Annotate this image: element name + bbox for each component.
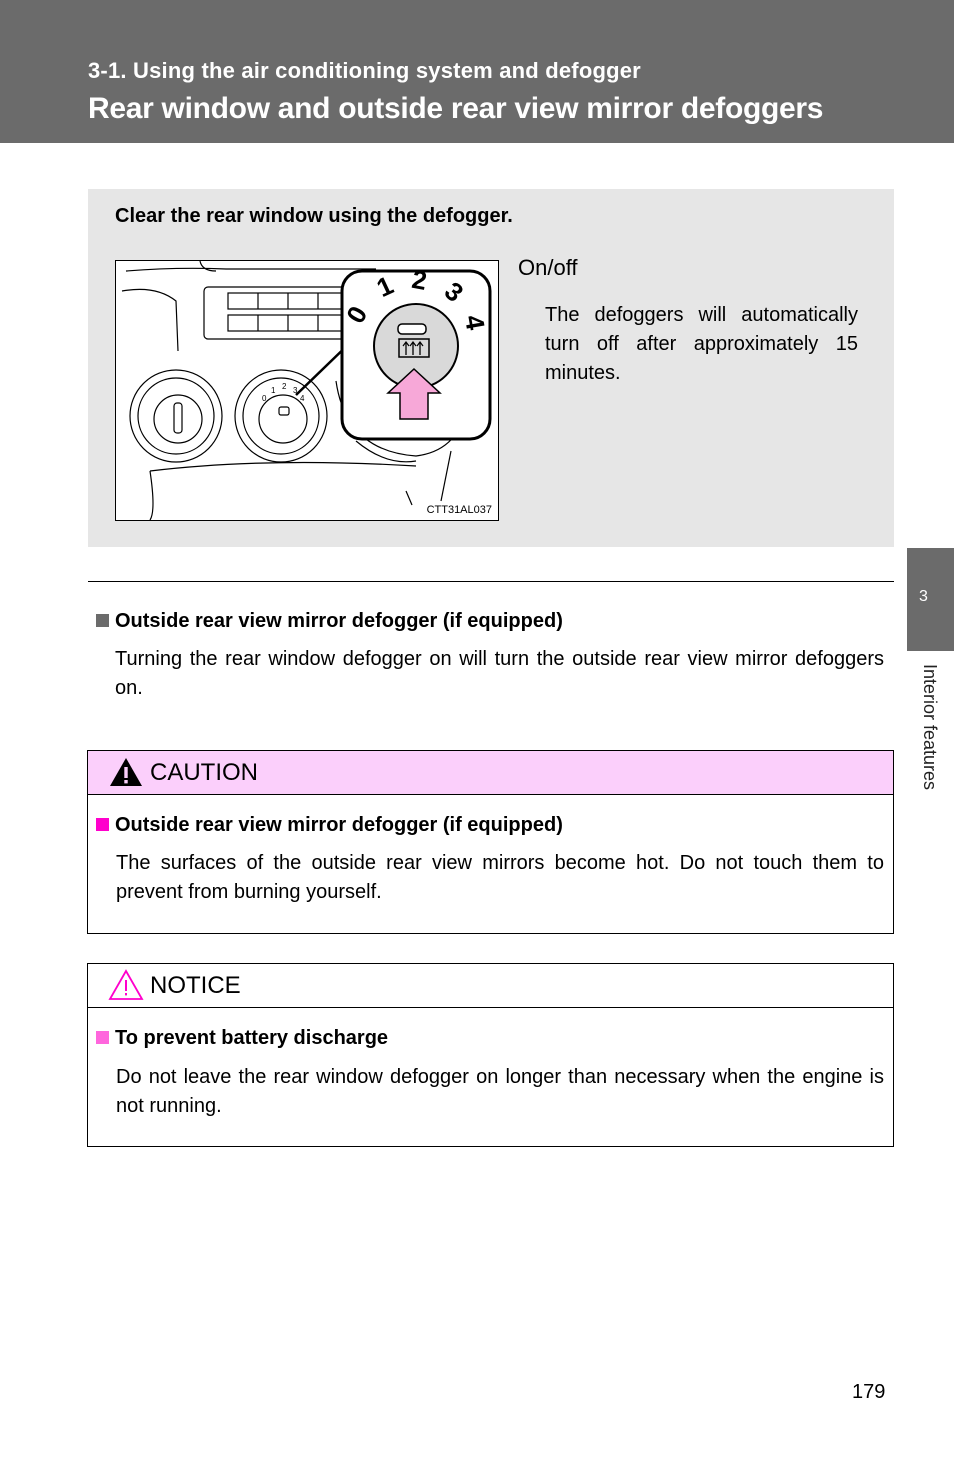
magenta-square-icon	[96, 818, 109, 831]
onoff-description: The defoggers will automatically turn off after approximately 15 minutes.	[545, 304, 858, 384]
section-divider	[88, 581, 894, 582]
chapter-number: 3	[919, 588, 928, 605]
caution-body: The surfaces of the outside rear view mirrors become hot. Do not touch them to prevent from burning yourself.	[116, 852, 884, 903]
warning-triangle-icon	[108, 756, 144, 788]
figure-code: CTT31AL037	[426, 504, 492, 516]
caution-subheading-text: Outside rear view mirror defogger (if equipped)	[115, 814, 563, 836]
svg-text:3: 3	[438, 275, 470, 308]
caution-subheading	[96, 814, 563, 837]
notice-subheading-text: To prevent battery discharge	[115, 1027, 389, 1049]
notice-box	[87, 963, 894, 1147]
onoff-label: On/off	[518, 255, 578, 280]
notice-header	[88, 964, 893, 1008]
page-number: 179	[852, 1381, 886, 1403]
gray-square-icon	[96, 614, 109, 627]
svg-text:4: 4	[300, 394, 305, 403]
notice-title: NOTICE	[150, 972, 241, 999]
notice-subheading	[96, 1027, 388, 1050]
svg-text:3: 3	[293, 386, 298, 395]
page-title: Rear window and outside rear view mirror defoggers	[88, 92, 824, 125]
mirror-heading-text: Outside rear view mirror defogger (if equipped)	[115, 610, 563, 632]
svg-text:4: 4	[458, 312, 491, 333]
chapter-label: Interior features	[920, 664, 940, 791]
svg-text:1: 1	[371, 269, 398, 304]
notice-body: Do not leave the rear window defogger on longer than necessary when the engine is not running.	[116, 1066, 884, 1117]
svg-text:2: 2	[409, 263, 430, 296]
section-label: 3-1. Using the air conditioning system and defogger	[88, 58, 641, 83]
caution-box	[87, 750, 894, 934]
caution-header	[88, 751, 893, 795]
svg-text:0: 0	[340, 300, 374, 329]
mirror-section-heading	[96, 610, 563, 633]
page-header	[0, 0, 954, 143]
caution-title: CAUTION	[150, 759, 258, 786]
svg-text:2: 2	[282, 382, 287, 391]
defogger-illustration	[115, 260, 499, 521]
notice-triangle-icon	[108, 969, 144, 1001]
pink-square-icon	[96, 1031, 109, 1044]
box-heading: Clear the rear window using the defogger.	[115, 205, 513, 227]
mirror-section-body: Turning the rear window defogger on will turn the outside rear view mirror defoggers on.	[115, 648, 884, 699]
chapter-tab[interactable]	[907, 548, 954, 651]
svg-text:1: 1	[271, 386, 276, 395]
svg-text:0: 0	[262, 394, 267, 403]
defogger-info-box	[88, 189, 894, 547]
dashboard-drawing	[116, 261, 498, 520]
